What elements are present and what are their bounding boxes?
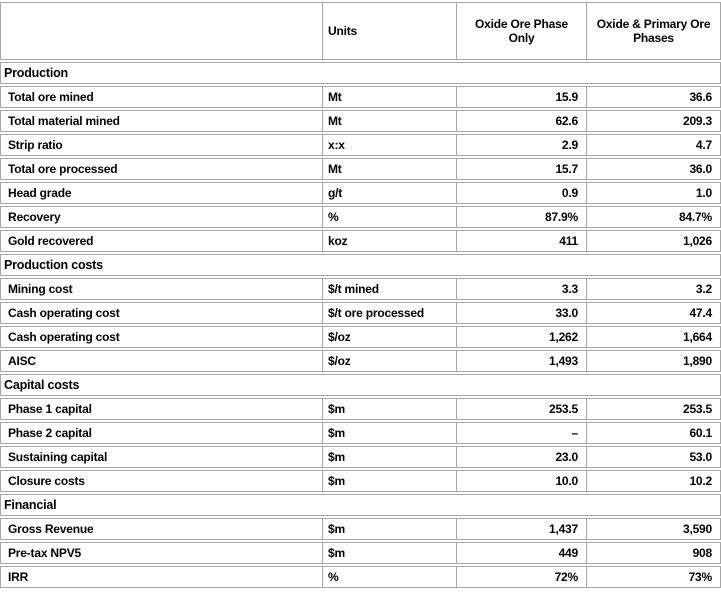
- combined-phase-value: 1,664: [586, 327, 720, 347]
- row-label: Total material mined: [8, 114, 120, 128]
- table-row: [0, 518, 721, 540]
- combined-phase-value: 84.7%: [586, 207, 720, 227]
- oxide-phase-value: 87.9%: [456, 207, 586, 227]
- units-value: $/t mined: [322, 279, 456, 299]
- oxide-phase-value: 1,493: [456, 351, 586, 371]
- table-row: [0, 134, 721, 156]
- units-value: %: [322, 567, 456, 587]
- oxide-phase-value: 62.6: [456, 111, 586, 131]
- table-row: [0, 350, 721, 372]
- oxide-phase-value: 0.9: [456, 183, 586, 203]
- row-label: Cash operating cost: [8, 306, 120, 320]
- oxide-phase-value: 15.7: [456, 159, 586, 179]
- units-value: $m: [322, 399, 456, 419]
- section-header-row: [0, 374, 721, 396]
- combined-phase-value: 10.2: [586, 471, 720, 491]
- row-label: Mining cost: [8, 282, 73, 296]
- row-label: Head grade: [8, 186, 72, 200]
- oxide-phase-value: 1,437: [456, 519, 586, 539]
- units-value: $m: [322, 423, 456, 443]
- table-row: [0, 278, 721, 300]
- units-value: $/t ore processed: [322, 303, 456, 323]
- combined-phase-value: 3,590: [586, 519, 720, 539]
- oxide-phase-value: –: [456, 423, 586, 443]
- units-value: $/oz: [322, 351, 456, 371]
- table-row: [0, 566, 721, 588]
- row-label: Phase 2 capital: [8, 426, 92, 440]
- table-row: [0, 326, 721, 348]
- oxide-phase-value: 2.9: [456, 135, 586, 155]
- table-row: [0, 470, 721, 492]
- row-label: AISC: [8, 354, 36, 368]
- combined-phase-value: 53.0: [586, 447, 720, 467]
- table-row: [0, 230, 721, 252]
- oxide-phase-value: 33.0: [456, 303, 586, 323]
- row-label: Recovery: [8, 210, 61, 224]
- units-value: x:x: [322, 135, 456, 155]
- units-value: %: [322, 207, 456, 227]
- table-row: [0, 446, 721, 468]
- section-title: Capital costs: [4, 378, 80, 392]
- units-value: g/t: [322, 183, 456, 203]
- table-row: [0, 206, 721, 228]
- column-header-combined: Oxide & Primary Ore Phases: [586, 3, 720, 59]
- oxide-phase-value: 253.5: [456, 399, 586, 419]
- combined-phase-value: 1.0: [586, 183, 720, 203]
- oxide-phase-value: 1,262: [456, 327, 586, 347]
- row-label: Cash operating cost: [8, 330, 120, 344]
- table-header-row: [0, 2, 721, 60]
- combined-phase-value: 1,890: [586, 351, 720, 371]
- table-row: [0, 542, 721, 564]
- row-label: Strip ratio: [8, 138, 63, 152]
- section-title: Financial: [4, 498, 57, 512]
- units-value: $m: [322, 471, 456, 491]
- combined-phase-value: 60.1: [586, 423, 720, 443]
- combined-phase-value: 3.2: [586, 279, 720, 299]
- row-label: Total ore processed: [8, 162, 118, 176]
- table-row: [0, 302, 721, 324]
- combined-phase-value: 908: [586, 543, 720, 563]
- column-header-label: [1, 3, 322, 59]
- row-label: Sustaining capital: [8, 450, 108, 464]
- combined-phase-value: 1,026: [586, 231, 720, 251]
- section-title: Production: [4, 66, 68, 80]
- combined-phase-value: 253.5: [586, 399, 720, 419]
- oxide-phase-value: 23.0: [456, 447, 586, 467]
- units-value: $/oz: [322, 327, 456, 347]
- row-label: Gold recovered: [8, 234, 94, 248]
- row-label: Phase 1 capital: [8, 402, 92, 416]
- combined-phase-value: 36.6: [586, 87, 720, 107]
- units-value: $m: [322, 543, 456, 563]
- oxide-phase-value: 411: [456, 231, 586, 251]
- table-row: [0, 86, 721, 108]
- table-row: [0, 158, 721, 180]
- table-row: [0, 398, 721, 420]
- section-header-row: [0, 62, 721, 84]
- section-header-row: [0, 494, 721, 516]
- oxide-phase-value: 449: [456, 543, 586, 563]
- combined-phase-value: 73%: [586, 567, 720, 587]
- units-value: koz: [322, 231, 456, 251]
- section-title: Production costs: [4, 258, 103, 272]
- column-header-oxide: Oxide Ore Phase Only: [456, 3, 586, 59]
- section-header-row: [0, 254, 721, 276]
- combined-phase-value: 47.4: [586, 303, 720, 323]
- combined-phase-value: 36.0: [586, 159, 720, 179]
- units-value: $m: [322, 447, 456, 467]
- units-value: Mt: [322, 111, 456, 131]
- combined-phase-value: 209.3: [586, 111, 720, 131]
- column-header-units: Units: [322, 3, 456, 59]
- row-label: Pre-tax NPV5: [8, 546, 81, 560]
- table-row: [0, 422, 721, 444]
- table-row: [0, 182, 721, 204]
- oxide-phase-value: 10.0: [456, 471, 586, 491]
- combined-phase-value: 4.7: [586, 135, 720, 155]
- units-value: Mt: [322, 87, 456, 107]
- table-row: [0, 110, 721, 132]
- oxide-phase-value: 72%: [456, 567, 586, 587]
- units-value: Mt: [322, 159, 456, 179]
- units-value: $m: [322, 519, 456, 539]
- row-label: IRR: [8, 570, 29, 584]
- oxide-phase-value: 3.3: [456, 279, 586, 299]
- row-label: Closure costs: [8, 474, 85, 488]
- row-label: Gross Revenue: [8, 522, 94, 536]
- row-label: Total ore mined: [8, 90, 94, 104]
- oxide-phase-value: 15.9: [456, 87, 586, 107]
